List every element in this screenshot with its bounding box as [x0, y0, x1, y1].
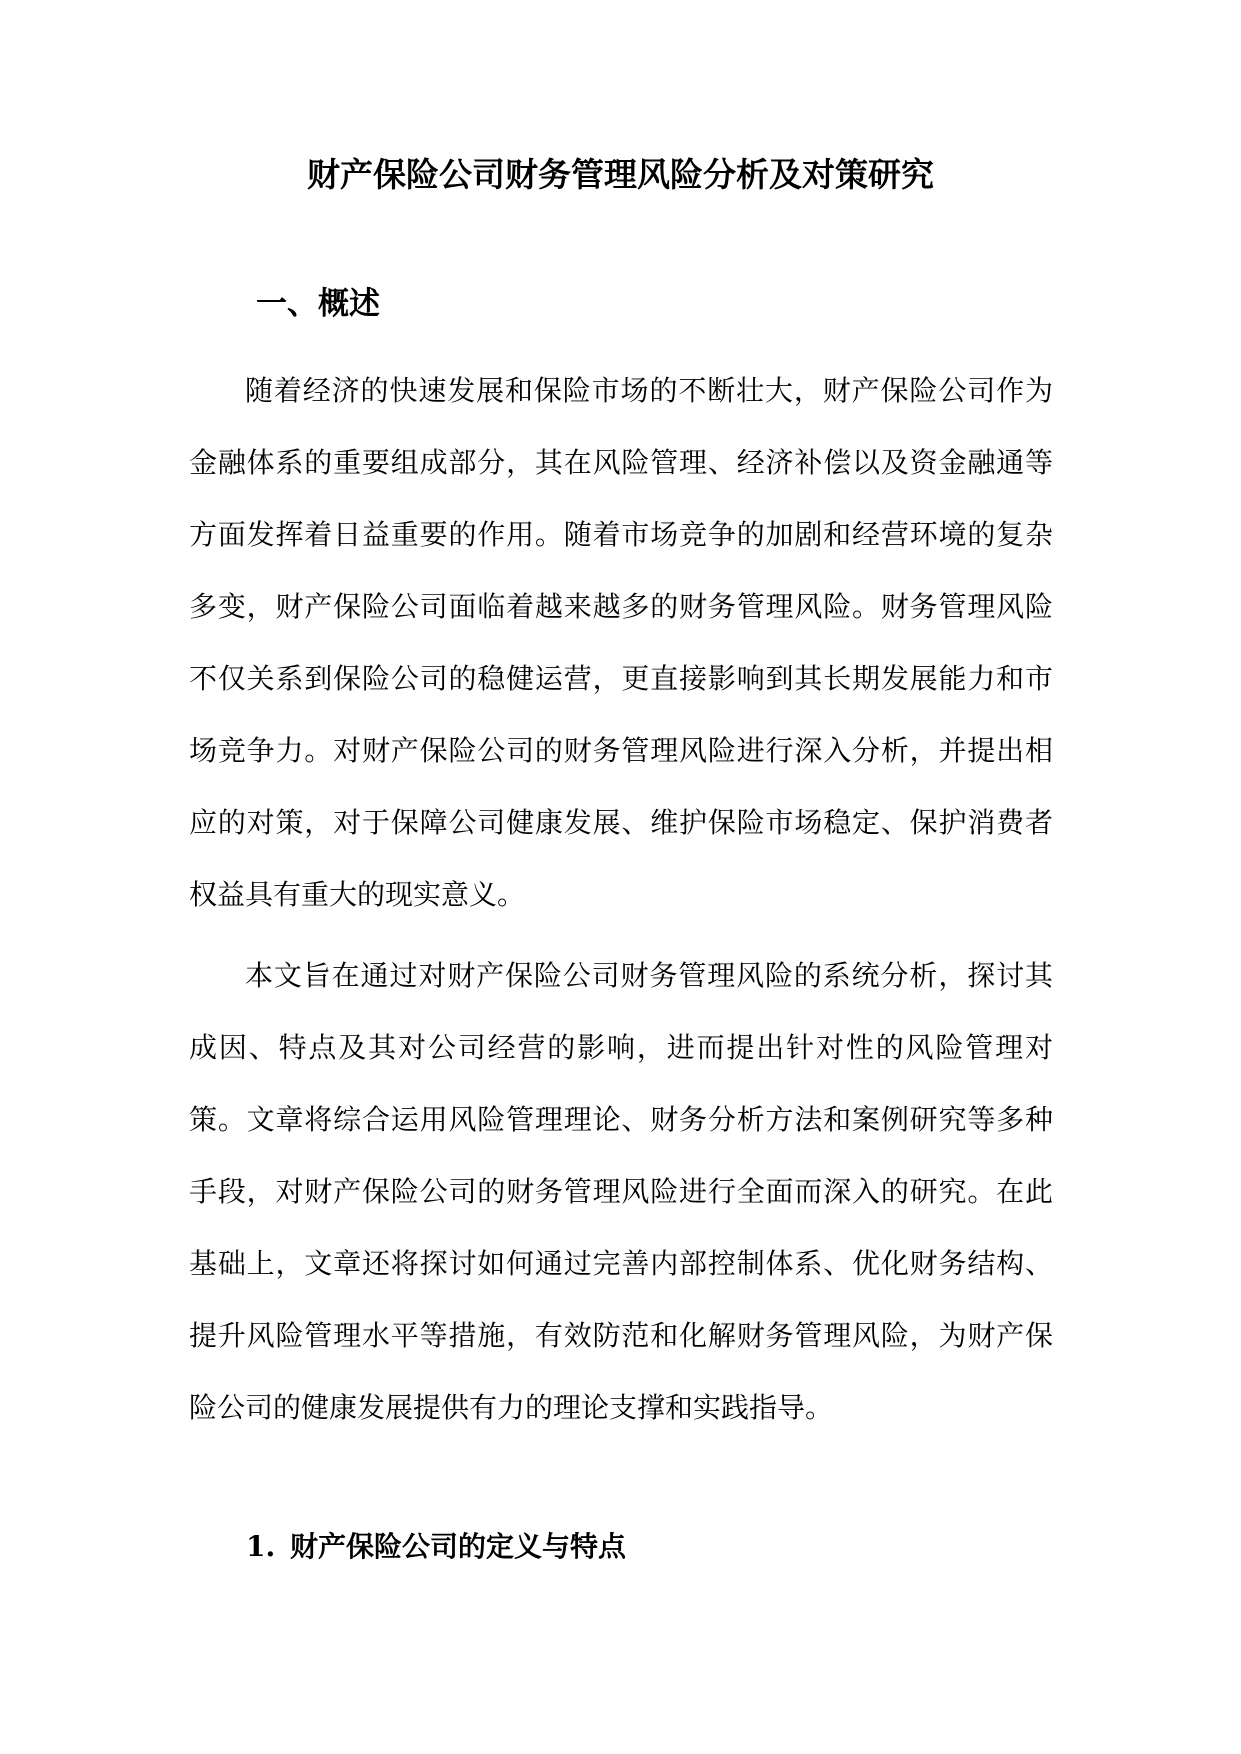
subheading-number: 1.: [246, 1530, 276, 1563]
document-title: 财产保险公司财务管理风险分析及对策研究: [307, 155, 934, 194]
subheading-definition: [246, 1527, 626, 1567]
section-heading: 一、概述: [256, 286, 380, 322]
paragraph-overview-2: 本文旨在通过对财产保险公司财务管理风险的系统分析，探讨其成因、特点及其对公司经营的影响，进而提出针对性的风险管理对策。文章将综合运用风险管理理论、财务分析方法和案例研究等多种手段，对财产保险公司的财务管理风险进行全面而深入的研究。在此基础上，文章还将探讨如何通过完善内部控制体系、优化财务结构、提升风险管理水平等措施，有效防范和化解财务管理风险，为财产保险公司的健康发展提供有力的理论支撑和实践指导。: [189, 959, 1053, 1424]
subheading-text: 财产保险公司的定义与特点: [290, 1530, 627, 1563]
paragraph-overview-1: 随着经济的快速发展和保险市场的不断壮大，财产保险公司作为金融体系的重要组成部分，其在风险管理、经济补偿以及资金融通等方面发挥着日益重要的作用。随着市场竞争的加剧和经营环境的复杂多变，财产保险公司面临着越来越多的财务管理风险。财务管理风险不仅关系到保险公司的稳健运营，更直接影响到其长期发展能力和市场竞争力。对财产保险公司的财务管理风险进行深入分析，并提出相应的对策，对于保障公司健康发展、维护保险市场稳定、保护消费者权益具有重大的现实意义。: [189, 374, 1053, 911]
